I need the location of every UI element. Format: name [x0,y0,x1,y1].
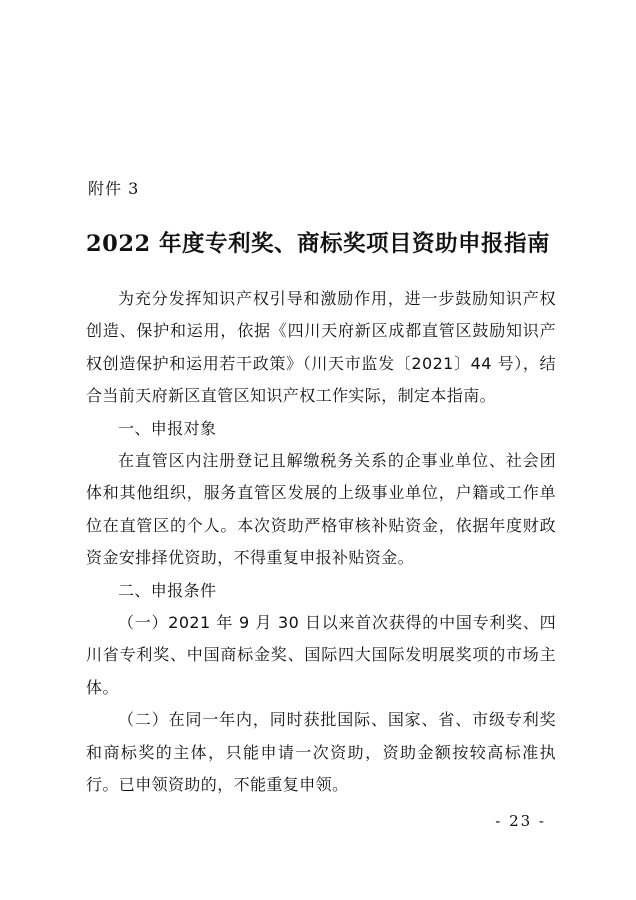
condition-2-paragraph: （二）在同一年内，同时获批国际、国家、省、市级专利奖和商标奖的主体，只能申请一次资助，资助金额按较高标准执行。已申领资助的，不能重复申领。 [86,710,556,795]
intro-paragraph: 为充分发挥知识产权引导和激励作用，进一步鼓励知识产权创造、保护和运用，依据《四川天府新区成都直管区鼓励知识产权创造保护和运用若干政策》（川天市监发〔2021〕44 号），结合当前天府新区直管区知识产权工作实际，制定本指南。 [86,289,556,406]
condition-1-paragraph: （一）2021 年 9 月 30 日以来首次获得的中国专利奖、四川省专利奖、中国商标金奖、国际四大国际发明展奖项的市场主体。 [86,613,556,697]
attachment-label: 附件 3 [88,179,140,198]
page-number: - 23 - [495,812,546,830]
document-body [86,283,556,802]
applicants-paragraph: 在直管区内注册登记且解缴税务关系的企事业单位、社会团体和其他组织，服务直管区发展的上级事业单位，户籍或工作单位在直管区的个人。本次资助严格审核补贴资金，依据年度财政资金安排择优资助，不得重复申报补贴资金。 [86,451,556,568]
section-heading-conditions: 二、申报条件 [118,580,217,600]
document-title: 2022 年度专利奖、商标奖项目资助申报指南 [86,231,550,257]
section-heading-applicants: 一、申报对象 [118,418,217,438]
